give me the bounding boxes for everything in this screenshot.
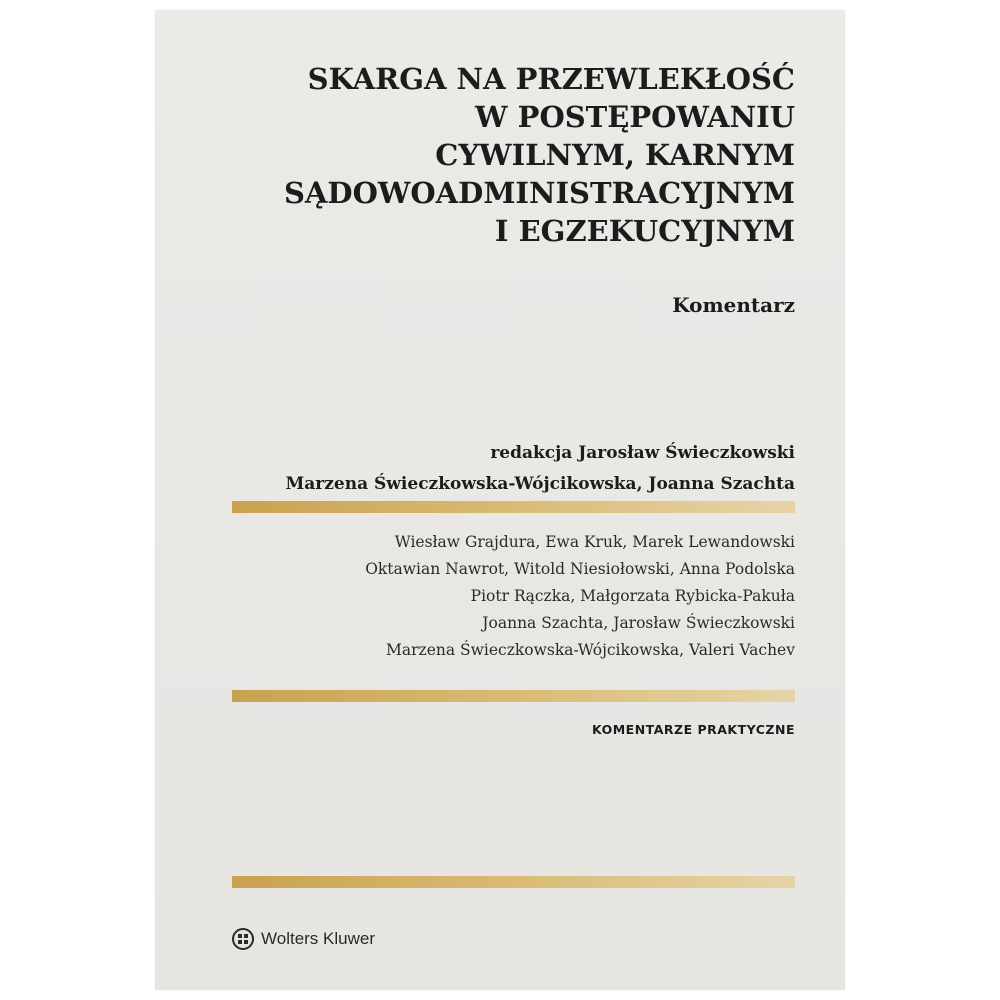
authors-line-3: Piotr Rączka, Małgorzata Rybicka-Pakuła (470, 587, 795, 605)
publisher-name: Wolters Kluwer (261, 929, 375, 948)
title-line-3: CYWILNYM, KARNYM (435, 138, 795, 172)
title-line-5: I EGZEKUCYJNYM (494, 214, 795, 248)
editors-line-1: redakcja Jarosław Świeczkowski (490, 443, 795, 463)
authors-line-1: Wiesław Grajdura, Ewa Kruk, Marek Lewandowski (394, 533, 795, 551)
book-title (284, 60, 795, 250)
title-line-1: SKARGA NA PRZEWLEKŁOŚĆ (307, 62, 795, 96)
title-line-2: W POSTĘPOWANIU (474, 100, 795, 134)
editors-line-2: Marzena Świeczkowska-Wójcikowska, Joanna Szachta (285, 474, 795, 494)
gold-divider-top (232, 501, 795, 513)
gold-divider-bottom (232, 876, 795, 888)
gold-divider-middle (232, 690, 795, 702)
title-line-4: SĄDOWOADMINISTRACYJNYM (283, 176, 795, 210)
authors-line-5: Marzena Świeczkowska-Wójcikowska, Valeri Vachev (386, 641, 795, 659)
series-label: KOMENTARZE PRAKTYCZNE (591, 722, 795, 737)
book-subtitle: Komentarz (672, 293, 795, 317)
book-cover (155, 10, 845, 990)
authors-line-4: Joanna Szachta, Jarosław Świeczkowski (482, 614, 795, 632)
editors-block (285, 438, 795, 500)
authors-block (365, 529, 795, 664)
wolters-kluwer-logo-icon (232, 928, 254, 950)
publisher-logo (232, 928, 375, 950)
authors-line-2: Oktawian Nawrot, Witold Niesiołowski, Anna Podolska (365, 560, 795, 578)
